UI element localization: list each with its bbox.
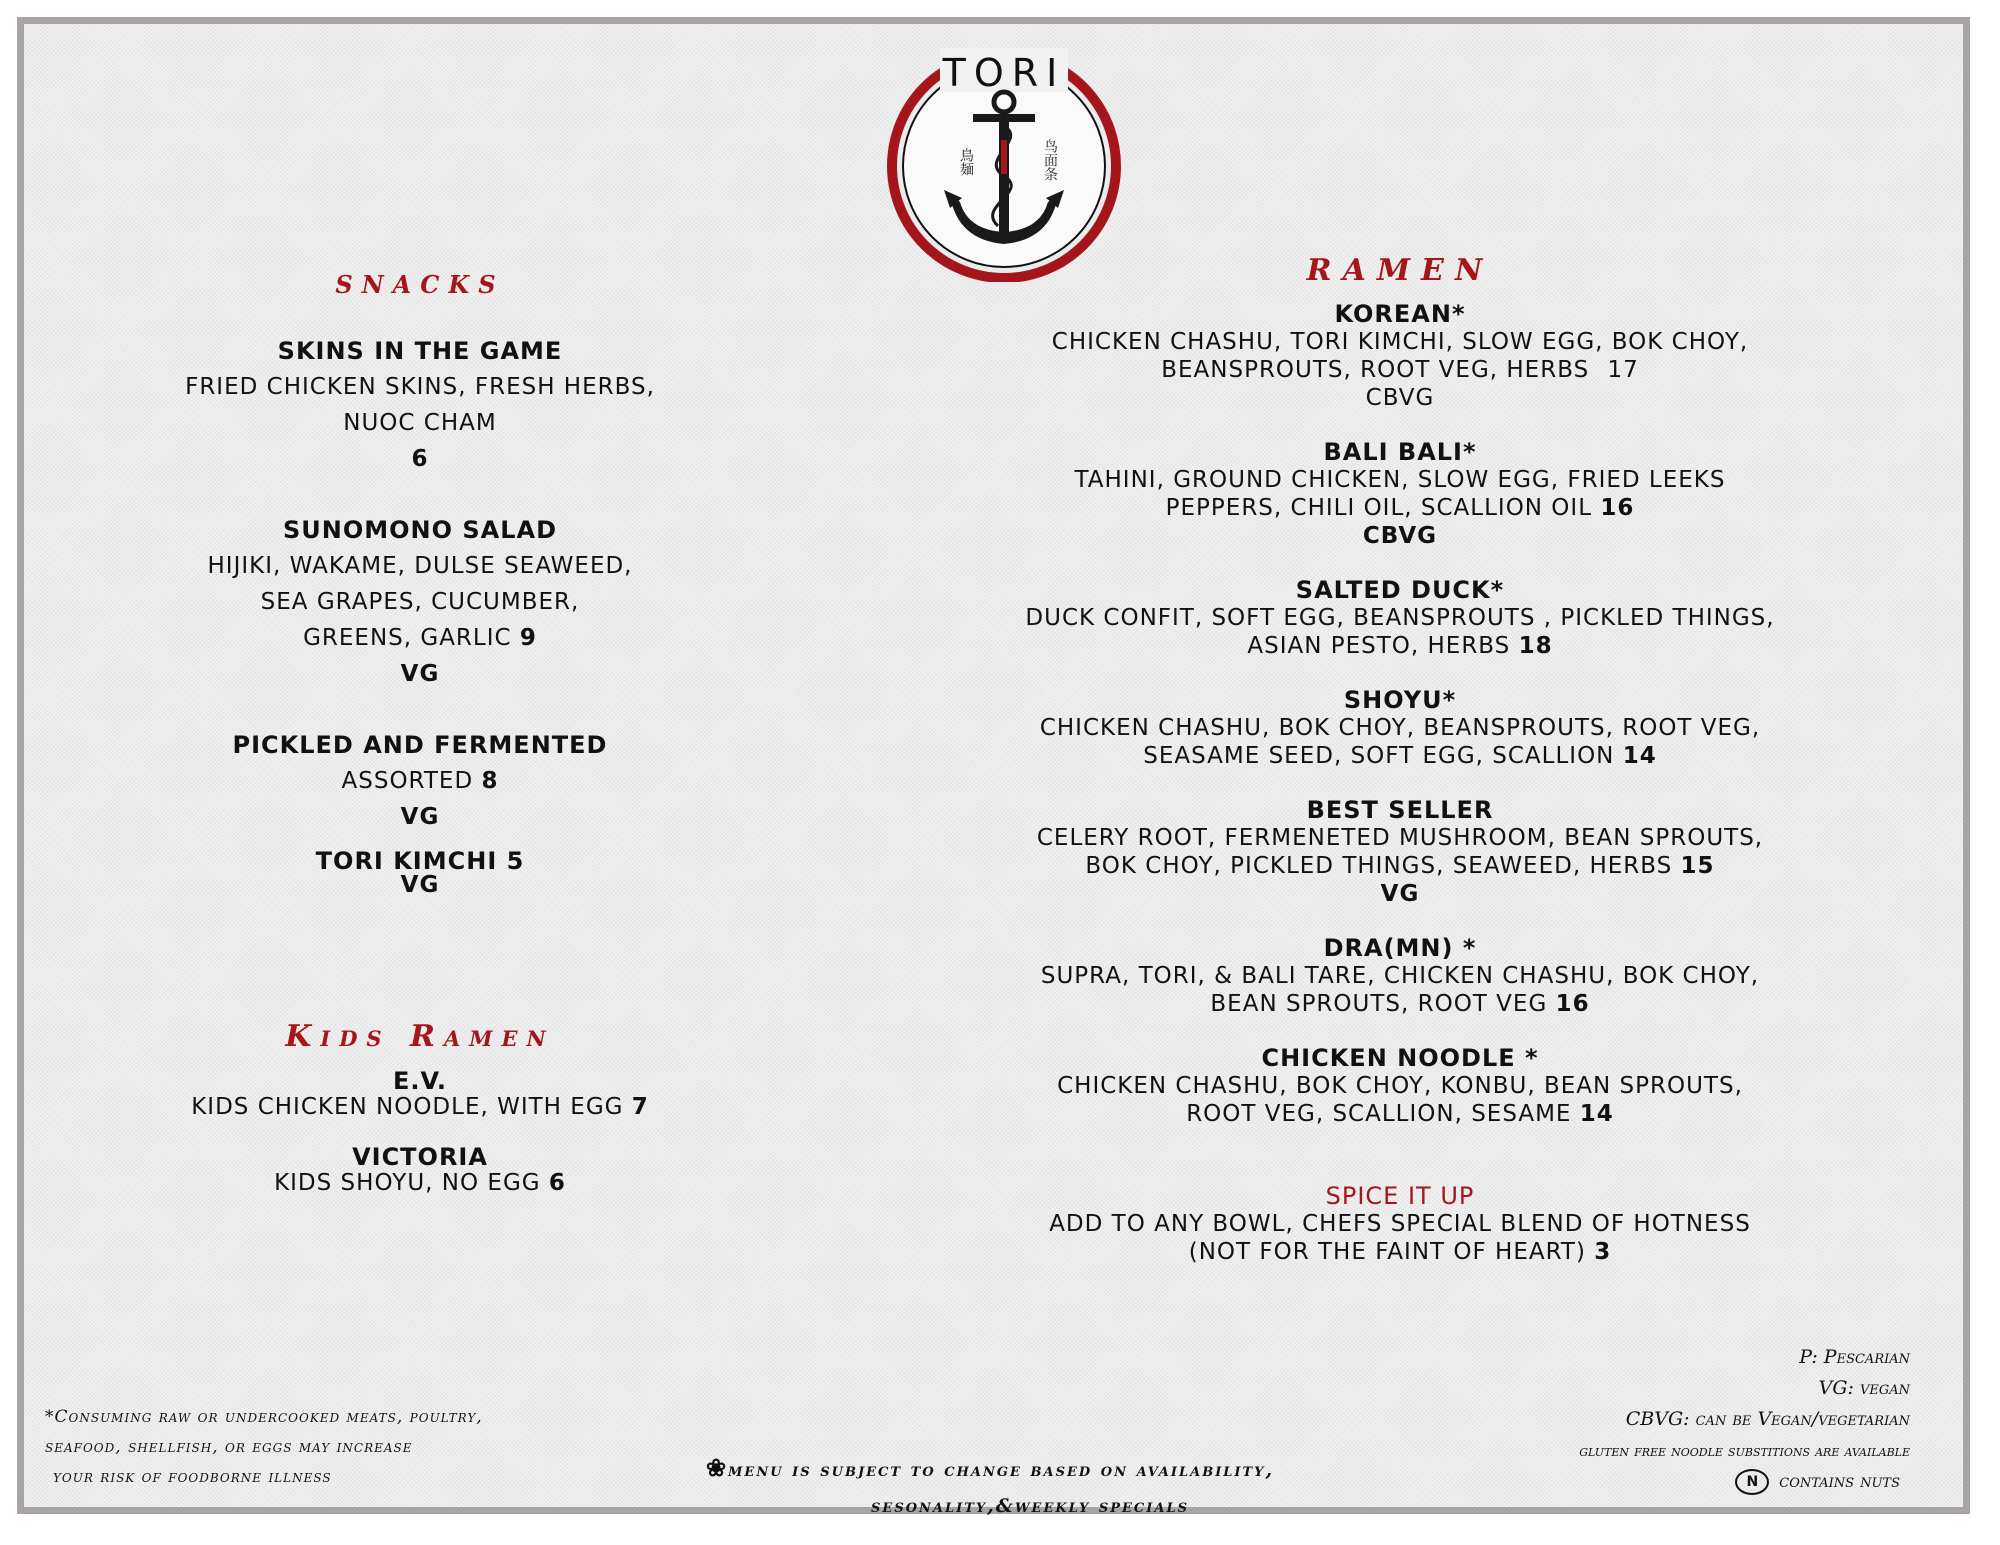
item-description-line [110,1094,730,1120]
menu-item [940,796,1860,908]
menu-item [940,576,1860,660]
item-name-line [110,849,730,873]
item-description: CHICKEN CHASHU, BOK CHOY, KONBU, BEAN SPROUTS, [1057,1073,1743,1099]
item-description: CHICKEN CHASHU, TORI KIMCHI, SLOW EGG, BOK CHOY, [1051,329,1749,355]
item-description: DUCK CONFIT, SOFT EGG, BEANSPROUTS , PICKLED THINGS, [1025,605,1775,631]
ramen-section [940,253,1860,1266]
item-description-line [940,852,1860,880]
item-name: CHICKEN NOODLE * [1261,1044,1539,1072]
item-name: BEST SELLER [1306,796,1494,824]
snacks-section [110,270,730,897]
item-description-line [940,990,1860,1018]
spice-description: ADD TO ANY BOWL, CHEFS SPECIAL BLEND OF HOTNESS [1049,1211,1751,1237]
legend-cbvg: CBVG: can be Vegan/vegetarian [1625,1408,1910,1430]
menu-item [110,512,730,692]
legend-nuts [1350,1466,1910,1497]
item-price: 16 [1555,991,1590,1017]
item-description: PEPPERS, CHILI OIL, SCALLION OIL [1165,495,1593,521]
item-description: SUPRA, TORI, & BALI TARE, CHICKEN CHASHU, BOK CHOY, [1040,963,1760,989]
item-price: 15 [1680,853,1715,879]
item-description: BEANSPROUTS, ROOT VEG, HERBS [1161,357,1590,383]
item-description: BOK CHOY, PICKLED THINGS, SEAWEED, HERBS [1085,853,1673,879]
diet-tag: VG [400,872,440,898]
item-price: 18 [1518,633,1553,659]
item-price: 8 [481,768,499,794]
flower-icon: ❀ [705,1453,729,1482]
item-description: ASIAN PESTO, HERBS [1247,633,1511,659]
item-price: 5 [506,847,525,875]
item-description: SEA GRAPES, CUCUMBER, [260,589,580,615]
item-description-line [110,620,730,656]
spice-description-line [940,1238,1860,1266]
item-name: E.V. [392,1067,448,1095]
menu-item [940,1044,1860,1128]
item-description: BEAN SPROUTS, ROOT VEG [1210,991,1548,1017]
item-description: TAHINI, GROUND CHICKEN, SLOW EGG, FRIED LEEKS [1074,467,1726,493]
item-description-line [940,632,1860,660]
item-description-line [940,494,1860,522]
menu-item [940,934,1860,1018]
item-price: 16 [1600,495,1635,521]
menu-item [110,849,730,897]
item-description-line [940,356,1860,384]
spice-it-up [940,1182,1860,1266]
snacks-title: SNACKS [335,270,505,299]
menu-item [940,686,1860,770]
item-description-line [940,1100,1860,1128]
item-description-line [110,763,730,799]
item-name: VICTORIA [352,1143,488,1171]
nuts-icon: N [1735,1469,1769,1495]
disclaimer-line: seafood, shellfish, or eggs may increase [45,1437,413,1457]
item-price: 17 [1607,357,1639,383]
legend-gluten-free: gluten free noodle substitions are available [1579,1441,1910,1460]
disclaimer-line: your risk of foodborne illness [53,1467,332,1487]
disclaimer-line: *Consuming raw or undercooked meats, poultry, [45,1407,483,1427]
item-price: 9 [519,625,537,651]
menu-item [110,333,730,477]
item-description: FRIED CHICKEN SKINS, FRESH HERBS, [185,374,655,400]
diet-tag: CBVG [1365,385,1435,411]
item-description: HIJIKI, WAKAME, DULSE SEAWEED, [207,553,633,579]
item-description: CELERY ROOT, FERMENETED MUSHROOM, BEAN SPROUTS, [1036,825,1764,851]
notice-line-1 [630,1450,1350,1488]
kids-ramen-title: Kids Ramen [285,1019,555,1054]
menu-item [940,438,1860,550]
item-name: PICKLED AND FERMENTED [232,731,608,759]
kids-ramen-section [110,1019,730,1196]
logo-side-text-left: 鳥麺 [958,148,974,176]
menu-item [940,300,1860,412]
item-name: DRA(MN) * [1323,934,1477,962]
diet-tag: CBVG [1362,523,1438,549]
legend-vegan: VG: vegan [1818,1377,1910,1399]
item-description: CHICKEN CHASHU, BOK CHOY, BEANSPROUTS, ROOT VEG, [1039,715,1761,741]
diet-legend [1350,1342,1910,1497]
tori-logo [878,30,1130,282]
item-price: 14 [1579,1101,1614,1127]
item-description: ASSORTED [341,768,474,794]
item-description: KIDS CHICKEN NOODLE, WITH EGG [191,1094,624,1120]
item-name: SKINS IN THE GAME [277,337,563,365]
logo-wordmark: TORI [942,51,1066,95]
item-price: 7 [631,1094,649,1120]
spice-description: (NOT FOR THE FAINT OF HEART) [1188,1239,1586,1265]
logo-side-text-right: 鸟面条 [1042,139,1058,181]
raw-food-disclaimer [45,1402,665,1492]
item-name: SHOYU* [1343,686,1457,714]
item-description: ROOT VEG, SCALLION, SESAME [1186,1101,1572,1127]
item-description: SEASAME SEED, SOFT EGG, SCALLION [1143,743,1615,769]
diet-tag: VG [1380,881,1420,907]
item-name: KOREAN* [1334,300,1466,328]
item-description-line [940,742,1860,770]
item-price: 6 [548,1170,566,1196]
notice-text: menu is subject to change based on availability, [728,1459,1275,1481]
ramen-title: RAMEN [1306,253,1494,288]
item-name: SUNOMONO SALAD [282,516,558,544]
menu-item [110,1144,730,1196]
item-description: GREENS, GARLIC [303,625,512,651]
item-name: BALI BALI* [1323,438,1477,466]
menu-item [110,727,730,835]
diet-tag: VG [400,661,440,687]
spice-title: SPICE IT UP [1325,1182,1475,1210]
item-description: NUOC CHAM [343,410,497,436]
menu-item [110,1068,730,1120]
left-column [110,270,730,1196]
item-price: 3 [1594,1239,1612,1265]
legend-pescatarian: P: Pescarian [1799,1346,1910,1368]
item-price: 14 [1622,743,1657,769]
item-description: KIDS SHOYU, NO EGG [274,1170,541,1196]
item-price: 6 [411,446,429,472]
notice-text: sesonality,&weekly specials [871,1495,1189,1517]
diet-tag: VG [400,804,440,830]
legend-nuts-text: contains nuts [1779,1470,1900,1492]
menu-notice [630,1450,1350,1524]
item-description-line [110,1170,730,1196]
item-name: TORI KIMCHI [315,847,498,875]
item-name: SALTED DUCK* [1295,576,1505,604]
